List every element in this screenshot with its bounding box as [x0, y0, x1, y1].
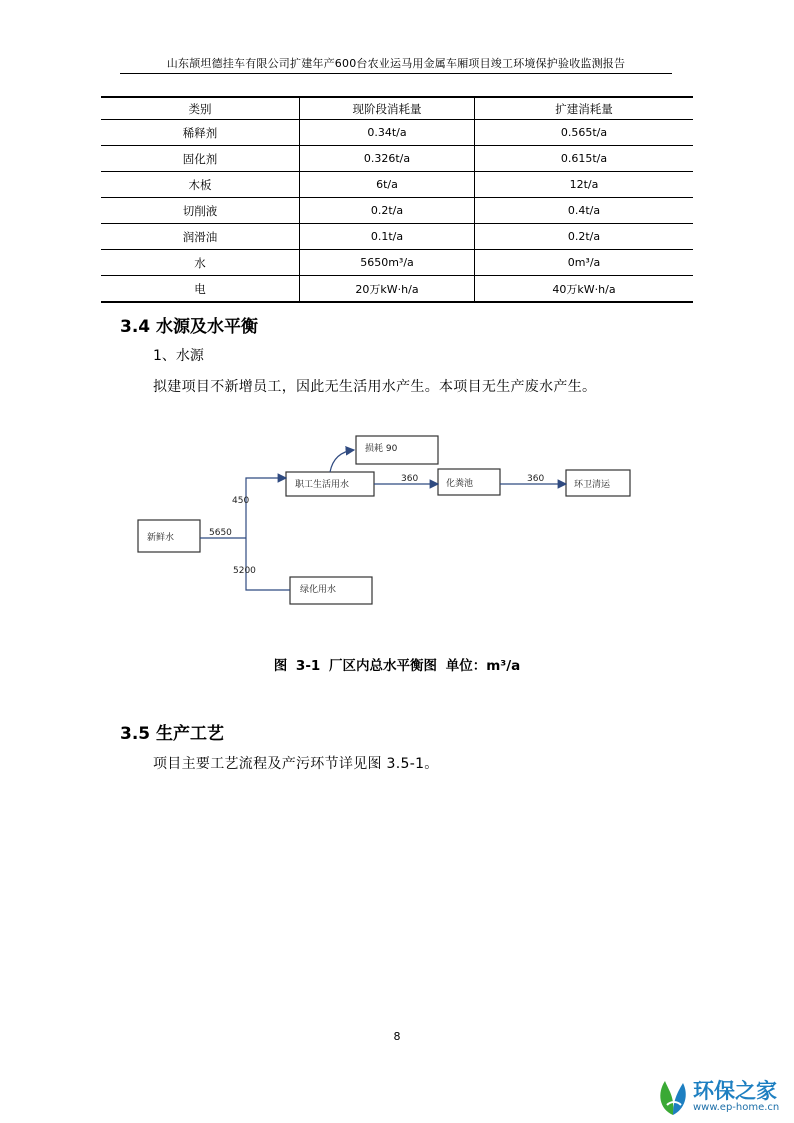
- table-cell: 切削液: [101, 198, 300, 224]
- watermark: [655, 1075, 794, 1123]
- table-cell: 5650m³/a: [300, 250, 475, 276]
- flow-label-fresh-total: 5650: [209, 528, 232, 538]
- table-cell: 0.4t/a: [475, 198, 694, 224]
- table-cell: 0.615t/a: [475, 146, 694, 172]
- node-fresh-water-label: 新鲜水: [147, 533, 175, 543]
- table-cell: 0.34t/a: [300, 120, 475, 146]
- page-header: 山东颉坦德挂车有限公司扩建年产600台农业运马用金属车厢项目竣工环境保护验收监测报告: [166, 57, 626, 70]
- table-cell: 0.326t/a: [300, 146, 475, 172]
- sub-heading-water-source: 1、水源: [153, 348, 204, 364]
- table-cell: 固化剂: [101, 146, 300, 172]
- node-sanitation-label: 环卫清运: [574, 480, 611, 490]
- water-source-paragraph: 拟建项目不新增员工，因此无生活用水产生。本项目无生产废水产生。: [153, 379, 597, 395]
- production-process-paragraph: 项目主要工艺流程及产污环节详见图 3.5-1。: [153, 756, 439, 772]
- table-cell: 0.2t/a: [300, 198, 475, 224]
- table-cell: 润滑油: [101, 224, 300, 250]
- table-cell: 0.565t/a: [475, 120, 694, 146]
- table-cell: 木板: [101, 172, 300, 198]
- flow-line-to-staff: [246, 478, 286, 538]
- node-greening-label: 绿化用水: [300, 585, 337, 595]
- table-cell: 0.2t/a: [475, 224, 694, 250]
- table-cell: 20万kW·h/a: [300, 276, 475, 303]
- figure-caption: 图 3-1 厂区内总水平衡图 单位：m³/a: [273, 658, 521, 674]
- leaf-logo-icon: [655, 1075, 691, 1119]
- table-cell: 稀释剂: [101, 120, 300, 146]
- table-cell: 0.1t/a: [300, 224, 475, 250]
- node-loss-label: 损耗 90: [365, 444, 398, 454]
- flow-label-to-staff: 450: [232, 496, 250, 506]
- column-header: 类别: [101, 97, 300, 120]
- column-header: 扩建消耗量: [475, 97, 694, 120]
- table-cell: 0m³/a: [475, 250, 694, 276]
- watermark-url: www.ep-home.cn: [693, 1102, 780, 1113]
- table-cell: 6t/a: [300, 172, 475, 198]
- table-cell: 水: [101, 250, 300, 276]
- table-cell: 40万kW·h/a: [475, 276, 694, 303]
- flow-label-septic-to-sanitation: 360: [527, 474, 545, 484]
- section-heading-3-5: 3.5 生产工艺: [120, 724, 225, 744]
- section-heading-3-4: 3.4 水源及水平衡: [120, 317, 259, 337]
- table-cell: 12t/a: [475, 172, 694, 198]
- column-header: 现阶段消耗量: [300, 97, 475, 120]
- table-cell: 电: [101, 276, 300, 303]
- watermark-name: 环保之家: [693, 1079, 777, 1103]
- flow-line-to-loss: [330, 450, 354, 472]
- node-staff-water-label: 职工生活用水: [295, 480, 350, 490]
- flow-line-to-greening: [246, 538, 290, 590]
- flow-label-to-greening: 5200: [233, 566, 256, 576]
- page-number: 8: [393, 1030, 401, 1043]
- node-septic-tank-label: 化粪池: [446, 479, 474, 489]
- flow-label-staff-to-septic: 360: [401, 474, 419, 484]
